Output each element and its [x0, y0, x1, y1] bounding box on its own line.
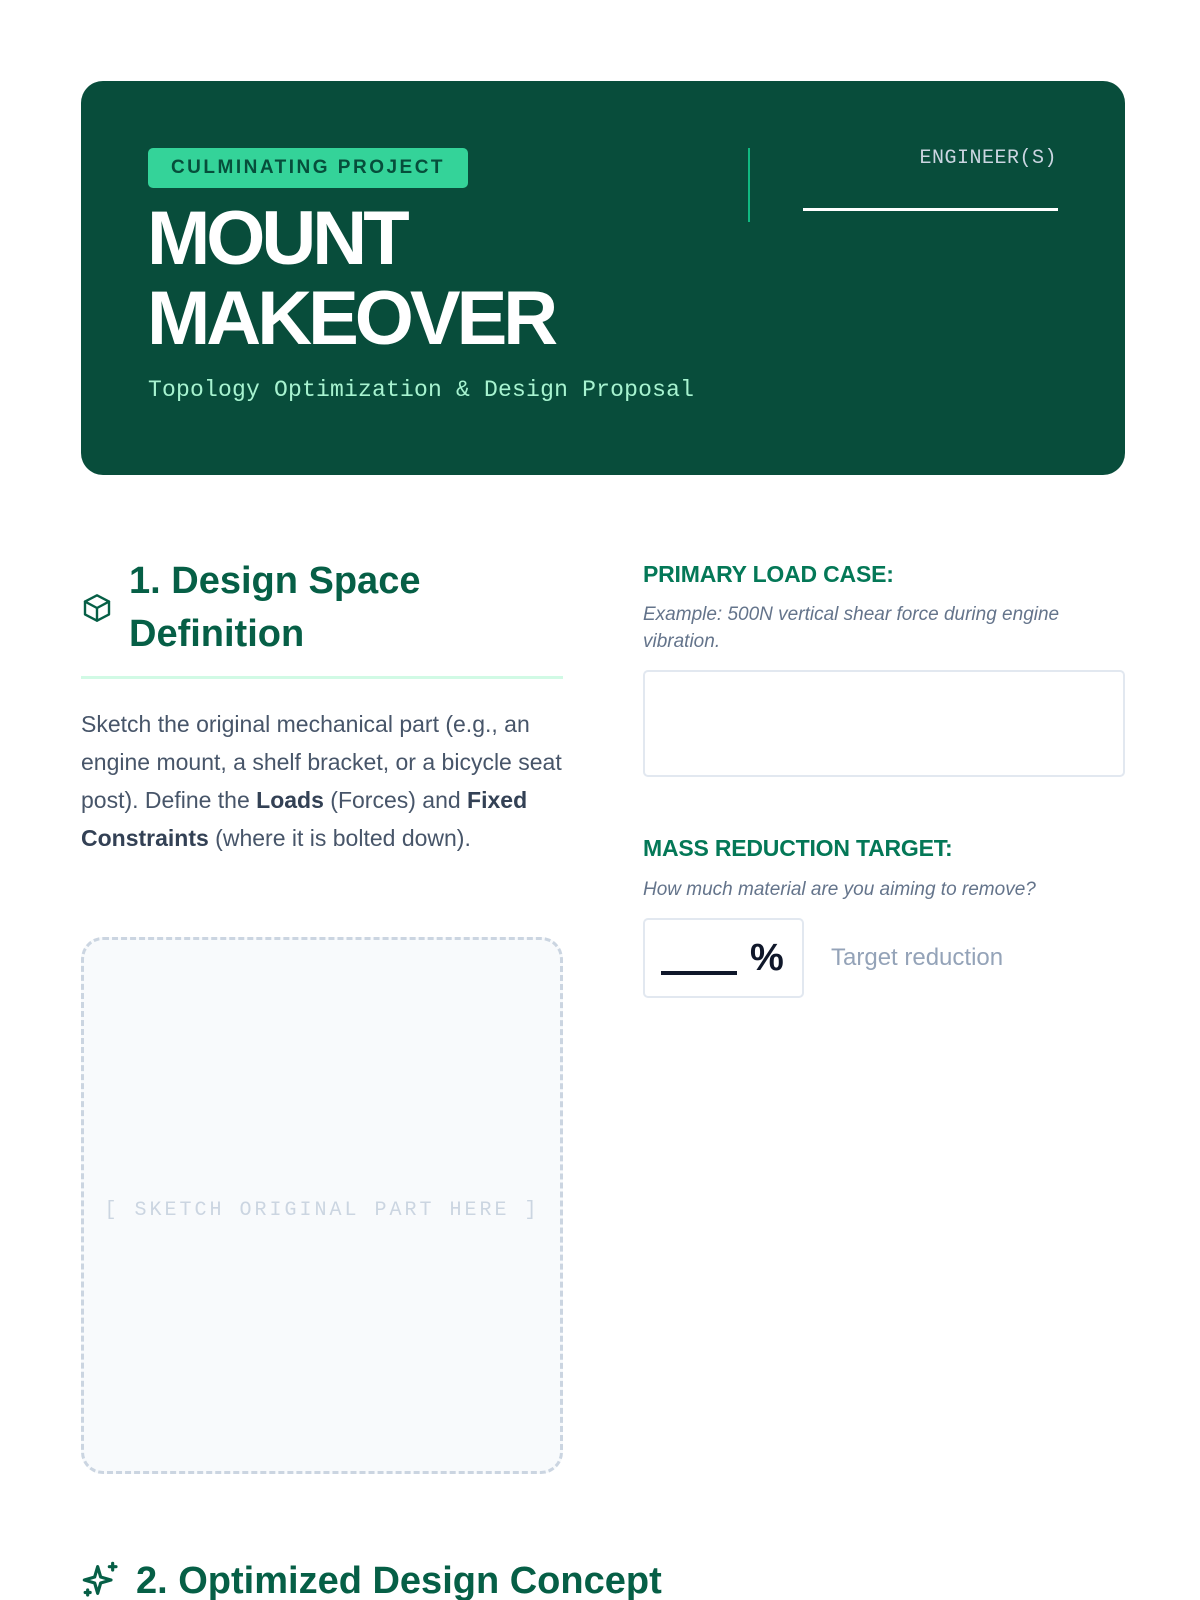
- section1-title: [129, 555, 420, 661]
- header-divider: [748, 148, 750, 222]
- title-line-2: MAKEOVER: [147, 276, 555, 361]
- project-tag: CULMINATING PROJECT: [148, 148, 468, 188]
- percent-blank-line: [661, 971, 737, 975]
- mass-reduction-label: MASS REDUCTION TARGET:: [643, 835, 953, 861]
- cube-icon: [81, 591, 113, 625]
- section1-description: [81, 705, 571, 857]
- section2-title: 2. Optimized Design Concept: [136, 1560, 662, 1600]
- section1-divider: [81, 676, 563, 679]
- description-text-2: (Forces) and: [323, 787, 468, 813]
- sketch-placeholder: [ SKETCH ORIGINAL PART HERE ]: [104, 1199, 540, 1222]
- description-text-1: Sketch the original mechanical part (e.g., an engine mount, a shelf bracket, or a bicycle seat post). Define the: [81, 711, 562, 813]
- section1-title-line-2: Definition: [129, 613, 305, 655]
- page-subtitle: Topology Optimization & Design Proposal: [148, 377, 695, 403]
- target-reduction-text: Target reduction: [831, 944, 1004, 971]
- description-loads: Loads: [256, 787, 324, 813]
- percent-sign: %: [750, 937, 784, 979]
- engineer-label: ENGINEER(S): [919, 147, 1057, 170]
- engineer-name-line[interactable]: [803, 208, 1058, 211]
- load-case-label: PRIMARY LOAD CASE:: [643, 561, 894, 587]
- page-title: [147, 196, 727, 361]
- description-constraints: Fixed Constraints: [81, 787, 528, 851]
- sketch-area[interactable]: [81, 937, 563, 1474]
- header-banner: [81, 81, 1125, 475]
- mass-reduction-hint: How much material are you aiming to remove?: [643, 879, 1036, 900]
- sparkles-icon: [81, 1560, 121, 1600]
- load-case-hint: Example: 500N vertical shear force during engine vibration.: [643, 604, 1060, 652]
- description-text-3: (where it is bolted down).: [208, 825, 471, 851]
- load-case-input[interactable]: [643, 670, 1125, 777]
- title-line-1: MOUNT: [147, 196, 406, 281]
- mass-reduction-input[interactable]: [643, 918, 804, 998]
- section1-title-line-1: 1. Design Space: [129, 560, 421, 602]
